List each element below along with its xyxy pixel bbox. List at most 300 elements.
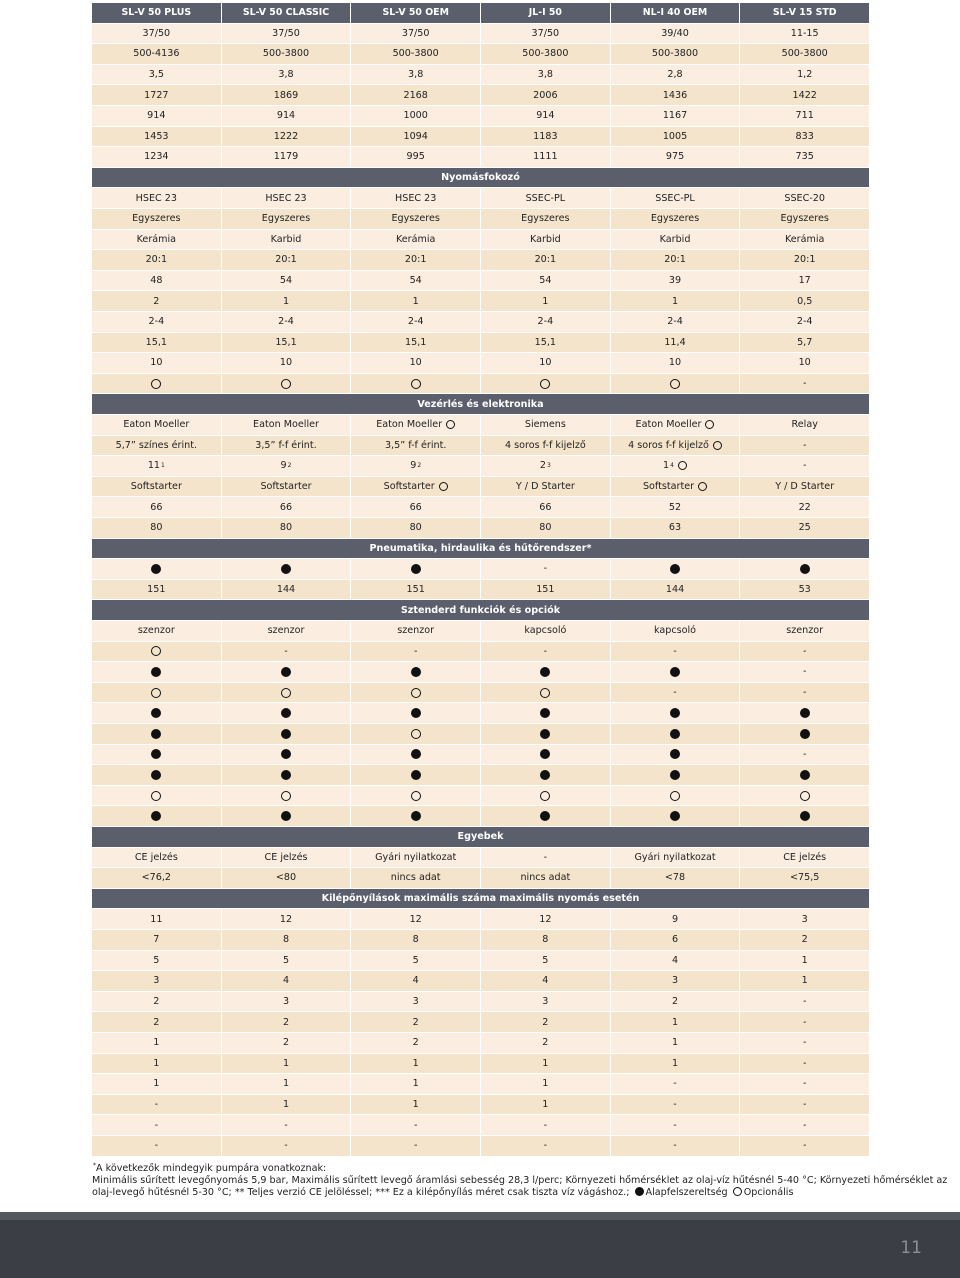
table-cell (92, 1074, 221, 1094)
table-row (92, 992, 869, 1013)
table-cell (611, 848, 740, 868)
cell-text: 1094 (403, 130, 428, 142)
standard-dot-icon (670, 564, 680, 574)
table-row (92, 85, 869, 106)
table-row (92, 786, 869, 807)
table-row (92, 951, 869, 972)
cell-text: 833 (795, 130, 814, 142)
table-cell (481, 271, 610, 291)
cell-text: Kerámia (136, 233, 177, 245)
table-cell (740, 312, 869, 332)
standard-dot-icon (540, 811, 550, 821)
footer-stripe (0, 1212, 960, 1220)
standard-dot-icon (411, 667, 421, 677)
table-cell (92, 745, 221, 765)
table-cell (611, 127, 740, 147)
table-cell (481, 1012, 610, 1032)
table-cell (351, 436, 480, 456)
table-cell (481, 24, 610, 44)
cell-text: 37/50 (142, 27, 171, 39)
table-cell (92, 580, 221, 600)
table-cell (92, 724, 221, 744)
table-cell (481, 642, 610, 662)
optional-circle-icon (281, 379, 291, 389)
optional-circle-icon (670, 379, 680, 389)
cell-text: 1000 (403, 110, 428, 122)
table-cell (481, 868, 610, 888)
cell-text: 3 (801, 913, 808, 925)
cell-text: 20:1 (664, 254, 686, 266)
cell-text: - (543, 851, 548, 863)
table-row (92, 745, 869, 766)
cell-text: 9 (280, 460, 287, 472)
table-cell (740, 127, 869, 147)
cell-text: 53 (798, 584, 811, 596)
table-cell (740, 868, 869, 888)
standard-dot-icon (281, 729, 291, 739)
table-cell (92, 147, 221, 167)
table-row (92, 209, 869, 230)
cell-text: 3,5” f-f érint. (384, 439, 447, 451)
cell-text: 1,2 (797, 69, 813, 81)
cell-text: 5 (153, 954, 160, 966)
table-row (92, 106, 869, 127)
cell-text: nincs adat (520, 872, 571, 884)
table-cell (740, 1095, 869, 1115)
table-row (92, 65, 869, 86)
spec-table (92, 3, 869, 1157)
standard-dot-icon (670, 770, 680, 780)
section-title: Vezérlés és elektronika (92, 394, 869, 414)
table-cell (481, 951, 610, 971)
table-cell (481, 85, 610, 105)
cell-text: 39 (668, 275, 682, 287)
cell-text: 8 (542, 934, 549, 946)
column-header: SL-V 15 STD (740, 3, 869, 23)
table-cell (222, 992, 351, 1012)
cell-text: 37/50 (401, 27, 430, 39)
cell-text: 500-3800 (651, 48, 699, 60)
table-cell (611, 971, 740, 991)
cell-text: 2 (539, 460, 546, 472)
table-cell (611, 724, 740, 744)
cell-text: 5 (412, 954, 419, 966)
table-cell (740, 436, 869, 456)
optional-circle-icon (151, 688, 161, 698)
table-row (92, 642, 869, 663)
cell-text: - (413, 1140, 418, 1152)
table-row (92, 518, 869, 539)
cell-text: 3 (671, 975, 679, 987)
optional-circle-icon (411, 688, 421, 698)
table-cell (222, 1012, 351, 1032)
table-row (92, 497, 869, 518)
cell-text: - (543, 1119, 548, 1131)
table-cell (92, 127, 221, 147)
cell-text: Egyszeres (780, 213, 829, 225)
table-cell (222, 951, 351, 971)
optional-circle-icon (281, 791, 291, 801)
cell-text: 20:1 (404, 254, 427, 266)
table-cell (351, 250, 480, 270)
cell-text: 3,5 (148, 69, 164, 81)
cell-text: - (802, 1078, 807, 1090)
cell-text: 80 (409, 522, 422, 534)
table-cell (611, 559, 740, 579)
table-cell (740, 662, 869, 682)
table-cell (222, 724, 351, 744)
table-cell (481, 930, 610, 950)
table-row (92, 44, 869, 65)
table-cell (481, 580, 610, 600)
cell-text: Softstarter (642, 481, 695, 493)
cell-text: 1 (671, 1016, 679, 1028)
table-cell (611, 1054, 740, 1074)
table-cell (611, 477, 740, 497)
cell-text: - (284, 645, 288, 657)
cell-superscript: 4 (670, 462, 674, 470)
cell-text: 1 (412, 295, 419, 307)
table-cell (222, 662, 351, 682)
table-row (92, 621, 869, 642)
table-cell (611, 456, 740, 476)
table-row (92, 1074, 869, 1095)
table-cell (92, 497, 221, 517)
table-cell (222, 44, 351, 64)
cell-text: <75,5 (789, 872, 820, 884)
standard-dot-icon (670, 749, 680, 759)
table-cell (222, 436, 351, 456)
section-header-row (92, 827, 869, 848)
cell-text: 10 (409, 357, 422, 369)
cell-text: Egyszeres (391, 213, 440, 225)
table-cell (222, 497, 351, 517)
cell-text: 2 (542, 1016, 549, 1028)
cell-text: 15,1 (404, 336, 427, 348)
cell-text: 1 (282, 1057, 290, 1069)
cell-text: 2-4 (667, 316, 683, 328)
table-cell (611, 642, 740, 662)
footnotes (92, 1160, 948, 1199)
cell-text: - (802, 666, 807, 678)
cell-text: kapcsoló (654, 625, 697, 637)
table-cell (351, 85, 480, 105)
cell-text: 4 (412, 975, 419, 987)
table-cell (740, 992, 869, 1012)
table-row (92, 806, 869, 827)
table-cell (351, 353, 480, 373)
cell-text: Siemens (524, 419, 566, 431)
cell-text: 8 (282, 934, 290, 946)
cell-text: 1111 (533, 151, 558, 163)
table-cell (740, 1074, 869, 1094)
cell-text: 975 (665, 151, 685, 163)
cell-text: 2-4 (796, 316, 813, 328)
cell-text: 1222 (273, 130, 299, 142)
table-cell (351, 848, 480, 868)
table-cell (740, 909, 869, 929)
table-cell (740, 518, 869, 538)
table-cell (611, 703, 740, 723)
table-row (92, 291, 869, 312)
table-cell (222, 65, 351, 85)
cell-text: - (154, 1099, 159, 1111)
cell-text: Karbid (659, 233, 691, 245)
cell-text: szenzor (397, 625, 435, 637)
cell-text: Karbid (270, 233, 302, 245)
standard-dot-icon (411, 564, 421, 574)
table-cell (611, 230, 740, 250)
table-cell (611, 786, 740, 806)
table-cell (611, 1033, 740, 1053)
table-cell (481, 374, 610, 394)
cell-text: 66 (279, 501, 293, 513)
cell-text: - (802, 439, 807, 451)
cell-text: 914 (276, 110, 296, 122)
cell-text: 914 (147, 110, 166, 122)
table-cell (481, 621, 610, 641)
cell-text: <76,2 (141, 872, 172, 884)
table-cell (92, 188, 221, 208)
standard-dot-icon (151, 770, 161, 780)
table-cell (481, 353, 610, 373)
table-cell (481, 971, 610, 991)
table-cell (222, 683, 351, 703)
cell-text: Egyszeres (521, 213, 570, 225)
table-cell (481, 333, 610, 353)
table-cell (740, 65, 869, 85)
table-cell (92, 106, 221, 126)
table-cell (351, 1115, 480, 1135)
standard-dot-icon (800, 811, 810, 821)
optional-circle-icon (540, 688, 550, 698)
footnote-line-1 (92, 1160, 882, 1175)
standard-dot-icon (670, 811, 680, 821)
optional-circle-icon (411, 379, 421, 389)
table-cell (611, 621, 740, 641)
optional-circle-icon (411, 729, 421, 739)
optional-circle-icon (540, 791, 550, 801)
table-cell (92, 786, 221, 806)
cell-text: HSEC 23 (135, 192, 177, 204)
section-header-row (92, 600, 869, 621)
table-cell (481, 477, 610, 497)
table-cell (351, 683, 480, 703)
table-cell (481, 188, 610, 208)
table-row (92, 374, 869, 395)
table-cell (222, 1054, 351, 1074)
cell-text: - (543, 645, 548, 657)
standard-dot-icon (411, 770, 421, 780)
table-row (92, 436, 869, 457)
legend-optional: Opcionális (743, 1187, 794, 1199)
cell-text: 10 (668, 357, 682, 369)
cell-text: 2006 (533, 89, 558, 101)
table-cell (481, 662, 610, 682)
cell-text: 54 (539, 275, 552, 287)
cell-text: 11 (147, 460, 161, 472)
standard-dot-icon (411, 811, 421, 821)
table-cell (481, 456, 610, 476)
table-cell (611, 209, 740, 229)
table-row (92, 127, 869, 148)
table-cell (222, 209, 351, 229)
table-cell (92, 765, 221, 785)
section-header-row (92, 394, 869, 415)
cell-text: 10 (539, 357, 552, 369)
cell-superscript: 3 (546, 462, 551, 470)
table-row (92, 724, 869, 745)
cell-text: - (284, 1119, 288, 1131)
table-cell (611, 436, 740, 456)
cell-text: - (802, 378, 807, 390)
table-cell (351, 291, 480, 311)
cell-text: SSEC-PL (655, 192, 695, 204)
table-row (92, 909, 869, 930)
table-cell (611, 85, 740, 105)
table-cell (222, 621, 351, 641)
cell-text: Kerámia (395, 233, 436, 245)
table-cell (351, 1033, 480, 1053)
table-row (92, 868, 869, 889)
table-cell (92, 848, 221, 868)
cell-text: 20:1 (275, 254, 297, 266)
cell-text: 8 (412, 934, 419, 946)
optional-circle-icon (439, 482, 448, 491)
cell-text: 2-4 (537, 316, 554, 328)
cell-text: 3 (542, 996, 549, 1008)
optional-circle-icon (733, 1187, 742, 1196)
table-cell (92, 436, 221, 456)
table-cell (351, 559, 480, 579)
table-cell (611, 909, 740, 929)
table-row (92, 188, 869, 209)
table-cell (740, 786, 869, 806)
cell-text: Eaton Moeller (253, 419, 319, 431)
cell-text: - (673, 645, 677, 657)
table-cell (92, 868, 221, 888)
cell-superscript: 1 (161, 462, 165, 470)
section-title: Egyebek (92, 827, 869, 847)
table-row (92, 24, 869, 45)
table-cell (611, 765, 740, 785)
table-cell (222, 868, 351, 888)
cell-text: 2 (801, 934, 808, 946)
table-cell (351, 188, 480, 208)
cell-text: 0,5 (797, 295, 813, 307)
section-header-row (92, 168, 869, 189)
cell-text: 10 (279, 357, 293, 369)
cell-text: 1167 (662, 110, 688, 122)
table-cell (740, 1115, 869, 1135)
table-cell (611, 518, 740, 538)
table-cell (351, 415, 480, 435)
table-cell (611, 24, 740, 44)
table-cell (351, 1054, 480, 1074)
table-cell (740, 456, 869, 476)
table-cell (740, 1033, 869, 1053)
table-cell (351, 1136, 480, 1156)
cell-text: 2 (153, 295, 160, 307)
footnote-line-2: Minimális sűrített levegőnyomás 5,9 bar, Maximális sűrített levegő áramlási sebesség 28,3 l/perc; Környezeti hőmérséklet az olaj-víz hűtésnél 5-40 °C; Környezeti hőmérséklet az (92, 1175, 948, 1187)
table-cell (481, 147, 610, 167)
table-cell (222, 415, 351, 435)
table-cell (92, 312, 221, 332)
table-cell (481, 209, 610, 229)
table-cell (351, 65, 480, 85)
table-cell (222, 85, 351, 105)
cell-text: 3,8 (408, 69, 424, 81)
cell-text: 4 (282, 975, 290, 987)
cell-text: 1 (153, 1057, 160, 1069)
cell-text: 2 (542, 1037, 549, 1049)
table-cell (351, 971, 480, 991)
cell-text: 1 (671, 1057, 679, 1069)
table-cell (222, 971, 351, 991)
optional-circle-icon (670, 791, 680, 801)
table-row (92, 271, 869, 292)
table-cell (222, 559, 351, 579)
cell-text: 20:1 (793, 254, 816, 266)
table-row (92, 971, 869, 992)
table-row (92, 580, 869, 601)
cell-text: 4 soros f-f kijelző (504, 439, 586, 451)
cell-text: 500-3800 (262, 48, 310, 60)
column-header: SL-V 50 CLASSIC (222, 3, 351, 23)
cell-superscript: 2 (287, 462, 292, 470)
standard-dot-icon (281, 811, 291, 821)
cell-text: - (802, 1057, 807, 1069)
table-cell (481, 1136, 610, 1156)
page-footer (0, 1212, 960, 1278)
table-cell (222, 353, 351, 373)
table-row (92, 230, 869, 251)
table-cell (222, 909, 351, 929)
table-cell (611, 497, 740, 517)
cell-text: 2 (412, 1016, 419, 1028)
table-cell (611, 1095, 740, 1115)
cell-text: 20:1 (145, 254, 168, 266)
table-cell (351, 703, 480, 723)
table-cell (481, 992, 610, 1012)
table-cell (351, 127, 480, 147)
cell-text: - (673, 1078, 677, 1090)
table-cell (611, 930, 740, 950)
optional-circle-icon (151, 791, 161, 801)
table-cell (611, 1012, 740, 1032)
table-row (92, 1054, 869, 1075)
table-cell (351, 1074, 480, 1094)
table-cell (611, 1115, 740, 1135)
table-cell (611, 291, 740, 311)
table-row (92, 1136, 869, 1157)
table-cell (481, 1095, 610, 1115)
cell-text: nincs adat (390, 872, 441, 884)
table-cell (481, 312, 610, 332)
cell-text: 3,8 (537, 69, 553, 81)
table-cell (481, 909, 610, 929)
cell-text: 2 (153, 1016, 160, 1028)
table-cell (481, 497, 610, 517)
table-cell (481, 683, 610, 703)
table-cell (222, 333, 351, 353)
column-header: SL-V 50 OEM (351, 3, 480, 23)
cell-text: - (802, 687, 807, 699)
table-cell (481, 65, 610, 85)
section-header-row (92, 539, 869, 560)
cell-text: 1234 (144, 151, 169, 163)
table-cell (92, 1095, 221, 1115)
